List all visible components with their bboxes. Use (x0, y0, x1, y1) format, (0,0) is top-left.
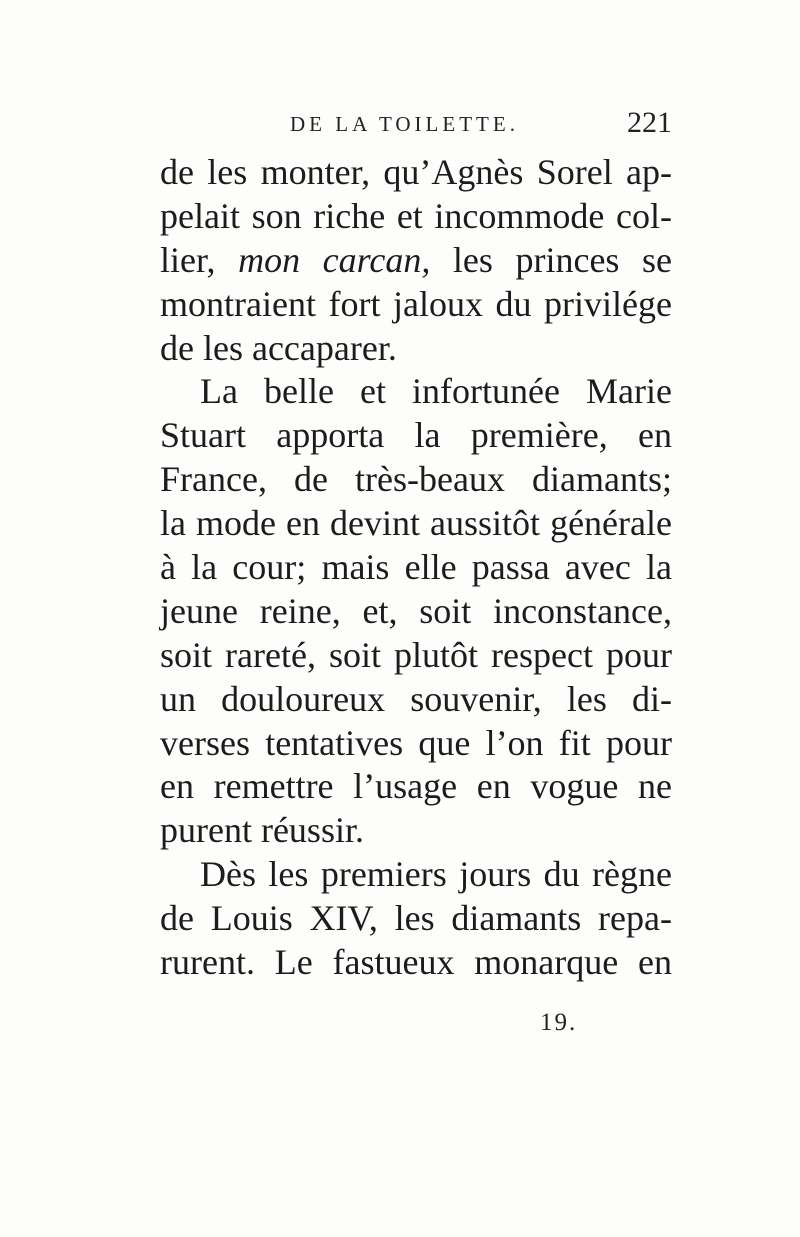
running-title: DE LA TOILETTE. (290, 112, 519, 136)
body-text (160, 151, 672, 985)
text-line: jeune reine, et, soit inconstance, (160, 590, 672, 631)
text-segment: les princes se (430, 239, 672, 280)
text-line: France, de très-beaux diamants; (160, 459, 672, 500)
text-line: en remettre l’usage en vogue ne (160, 766, 672, 807)
signature-mark: 19. (540, 1009, 578, 1036)
text-segment: lier, (160, 239, 239, 280)
text-line: pelait son riche et incommode col- (160, 195, 672, 236)
page-header (160, 106, 672, 148)
text-line: à la cour; mais elle passa avec la (160, 547, 672, 588)
text-line: de les accaparer. (160, 327, 397, 368)
paragraph-start-line: La belle et infortunée Marie (200, 371, 672, 412)
text-line (160, 239, 672, 283)
text-line: purent réussir. (160, 810, 364, 851)
paragraph-start-line: Dès les premiers jours du règne (200, 854, 672, 895)
text-line: un douloureux souvenir, les di- (160, 678, 672, 719)
text-line: montraient fort jaloux du privilége (160, 283, 672, 324)
text-line: verses tentatives que l’on fit pour (160, 722, 672, 763)
text-line: soit rareté, soit plutôt respect pour (160, 634, 672, 675)
italic-phrase: mon carcan, (238, 239, 431, 280)
text-line: Stuart apporta la première, en (160, 415, 672, 456)
page-number: 221 (627, 106, 672, 139)
text-line: la mode en devint aussitôt générale (160, 503, 672, 544)
text-line: de les monter, qu’Agnès Sorel ap- (160, 152, 672, 192)
text-line: de Louis XIV, les diamants repa- (160, 898, 672, 939)
text-line: rurent. Le fastueux monarque en (160, 942, 672, 983)
